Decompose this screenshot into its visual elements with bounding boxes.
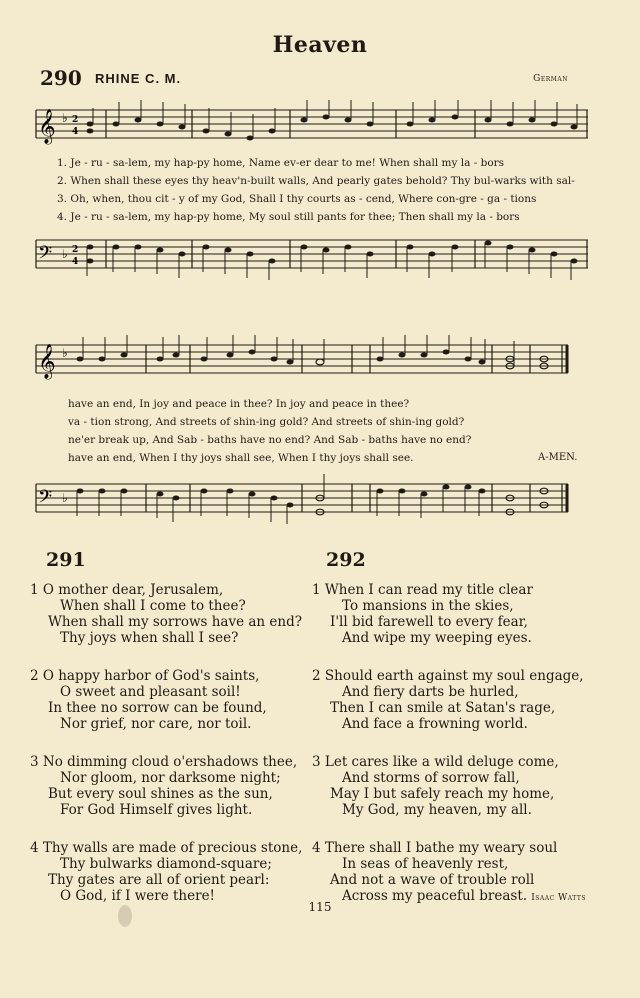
svg-text:4: 4 bbox=[72, 257, 79, 267]
stanza-line: 1 When I can read my title clear bbox=[312, 582, 533, 598]
svg-text:♭: ♭ bbox=[62, 346, 68, 360]
stanza-line: And not a wave of trouble roll bbox=[330, 872, 535, 888]
hymn-292 bbox=[312, 549, 602, 926]
svg-text:𝄞: 𝄞 bbox=[38, 344, 56, 379]
stanza bbox=[312, 754, 602, 818]
stanza-line: Nor gloom, nor darksome night; bbox=[60, 770, 281, 786]
author-credit: Isaac Watts bbox=[531, 893, 586, 903]
stanza-line: Nor grief, nor care, nor toil. bbox=[60, 716, 252, 732]
stanza-line: 2 O happy harbor of God's saints, bbox=[30, 668, 260, 684]
stanza-line: 4 Thy walls are made of precious stone, bbox=[30, 840, 303, 856]
stanza-line: In seas of heavenly rest, bbox=[342, 856, 509, 872]
stanza-line: But every soul shines as the sun, bbox=[48, 786, 273, 802]
stanza-line: Thy joys when shall I see? bbox=[60, 630, 239, 646]
verse-line: have an end, In joy and peace in thee? In joy and peace in thee? bbox=[68, 398, 410, 410]
stanza-line: 2 Should earth against my soul engage, bbox=[312, 668, 584, 684]
hymn-291 bbox=[30, 549, 320, 926]
verse-line: ne'er break up, And Sab - baths have no end? And Sab - baths have no end? bbox=[68, 434, 472, 446]
svg-text:♭: ♭ bbox=[62, 111, 68, 125]
stanza-line: Across my peaceful breast. bbox=[342, 888, 528, 904]
stanza bbox=[312, 668, 602, 732]
stanza-line: When shall I come to thee? bbox=[60, 598, 246, 614]
stanza-line: In thee no sorrow can be found, bbox=[48, 700, 267, 716]
verse-line: 4. Je - ru - sa-lem, my hap-py home, My soul still pants for thee; Then shall my la - bors bbox=[57, 211, 520, 223]
stanza-line: For God Himself gives light. bbox=[60, 802, 253, 818]
composer-credit: German bbox=[533, 74, 568, 84]
verse-line: 2. When shall these eyes thy heav'n-built walls, And pearly gates behold? Thy bul-warks with sal- bbox=[57, 175, 575, 187]
svg-text:♭: ♭ bbox=[62, 247, 68, 261]
hymn-number: 291 bbox=[46, 549, 86, 571]
page-smudge bbox=[118, 905, 132, 927]
stanza-line: And wipe my weeping eyes. bbox=[342, 630, 532, 646]
stanza-line: When shall my sorrows have an end? bbox=[48, 614, 302, 630]
stanza-line: To mansions in the skies, bbox=[342, 598, 514, 614]
svg-text:2: 2 bbox=[72, 245, 79, 255]
treble-staff-1 bbox=[0, 100, 640, 150]
stanza bbox=[30, 582, 320, 646]
stanza-line: Thy gates are all of orient pearl: bbox=[48, 872, 270, 888]
amen-label: A-MEN. bbox=[538, 452, 578, 463]
stanza-line: May I but safely reach my home, bbox=[330, 786, 555, 802]
verse-line: va - tion strong, And streets of shin-ing gold? And streets of shin-ing gold? bbox=[68, 416, 465, 428]
hymn-number: 290 bbox=[40, 66, 82, 90]
stanza bbox=[30, 754, 320, 818]
verse-line: have an end, When I thy joys shall see, When I thy joys shall see. bbox=[68, 452, 414, 464]
stanza-line: My God, my heaven, my all. bbox=[342, 802, 532, 818]
stanza bbox=[30, 668, 320, 732]
treble-staff-2 bbox=[0, 335, 640, 390]
page-title: Heaven bbox=[272, 32, 368, 58]
svg-text:♭: ♭ bbox=[62, 491, 68, 505]
stanza-line: And storms of sorrow fall, bbox=[342, 770, 520, 786]
svg-text:2: 2 bbox=[72, 115, 79, 125]
hymn-290-header bbox=[40, 66, 580, 90]
stanza-line: And fiery darts be hurled, bbox=[342, 684, 519, 700]
stanza-line: 3 Let cares like a wild deluge come, bbox=[312, 754, 559, 770]
bass-staff-2 bbox=[0, 472, 640, 527]
verse-line: 1. Je - ru - sa-lem, my hap-py home, Name ev-er dear to me! When shall my la - bors bbox=[57, 157, 505, 169]
stanza-line: 4 There shall I bathe my weary soul bbox=[312, 840, 558, 856]
bass-staff-1 bbox=[0, 232, 640, 282]
stanza-line: O God, if I were there! bbox=[60, 888, 215, 904]
svg-text:4: 4 bbox=[72, 127, 79, 137]
tune-name: RHINE C. M. bbox=[95, 71, 182, 86]
stanza bbox=[312, 582, 602, 646]
stanza-line: O sweet and pleasant soil! bbox=[60, 684, 241, 700]
stanza-line: 3 No dimming cloud o'ershadows thee, bbox=[30, 754, 298, 770]
stanza-line: 1 O mother dear, Jerusalem, bbox=[30, 582, 224, 598]
stanza-line: I'll bid farewell to every fear, bbox=[330, 614, 528, 630]
verse-line: 3. Oh, when, thou cit - y of my God, Shall I thy courts as - cend, Where con-gre - ga - tions bbox=[57, 193, 537, 205]
stanza-line: And face a frowning world. bbox=[342, 716, 528, 732]
bass-clef-icon: 𝄢 bbox=[38, 243, 53, 268]
hymn-number: 292 bbox=[326, 549, 366, 571]
stanza-line: Thy bulwarks diamond-square; bbox=[60, 856, 272, 872]
page-number: 115 bbox=[308, 900, 332, 914]
treble-clef-icon: 𝄞 bbox=[38, 109, 56, 144]
svg-text:𝄢: 𝄢 bbox=[38, 487, 53, 512]
stanza-line: Then I can smile at Satan's rage, bbox=[330, 700, 556, 716]
stanza bbox=[30, 840, 320, 904]
